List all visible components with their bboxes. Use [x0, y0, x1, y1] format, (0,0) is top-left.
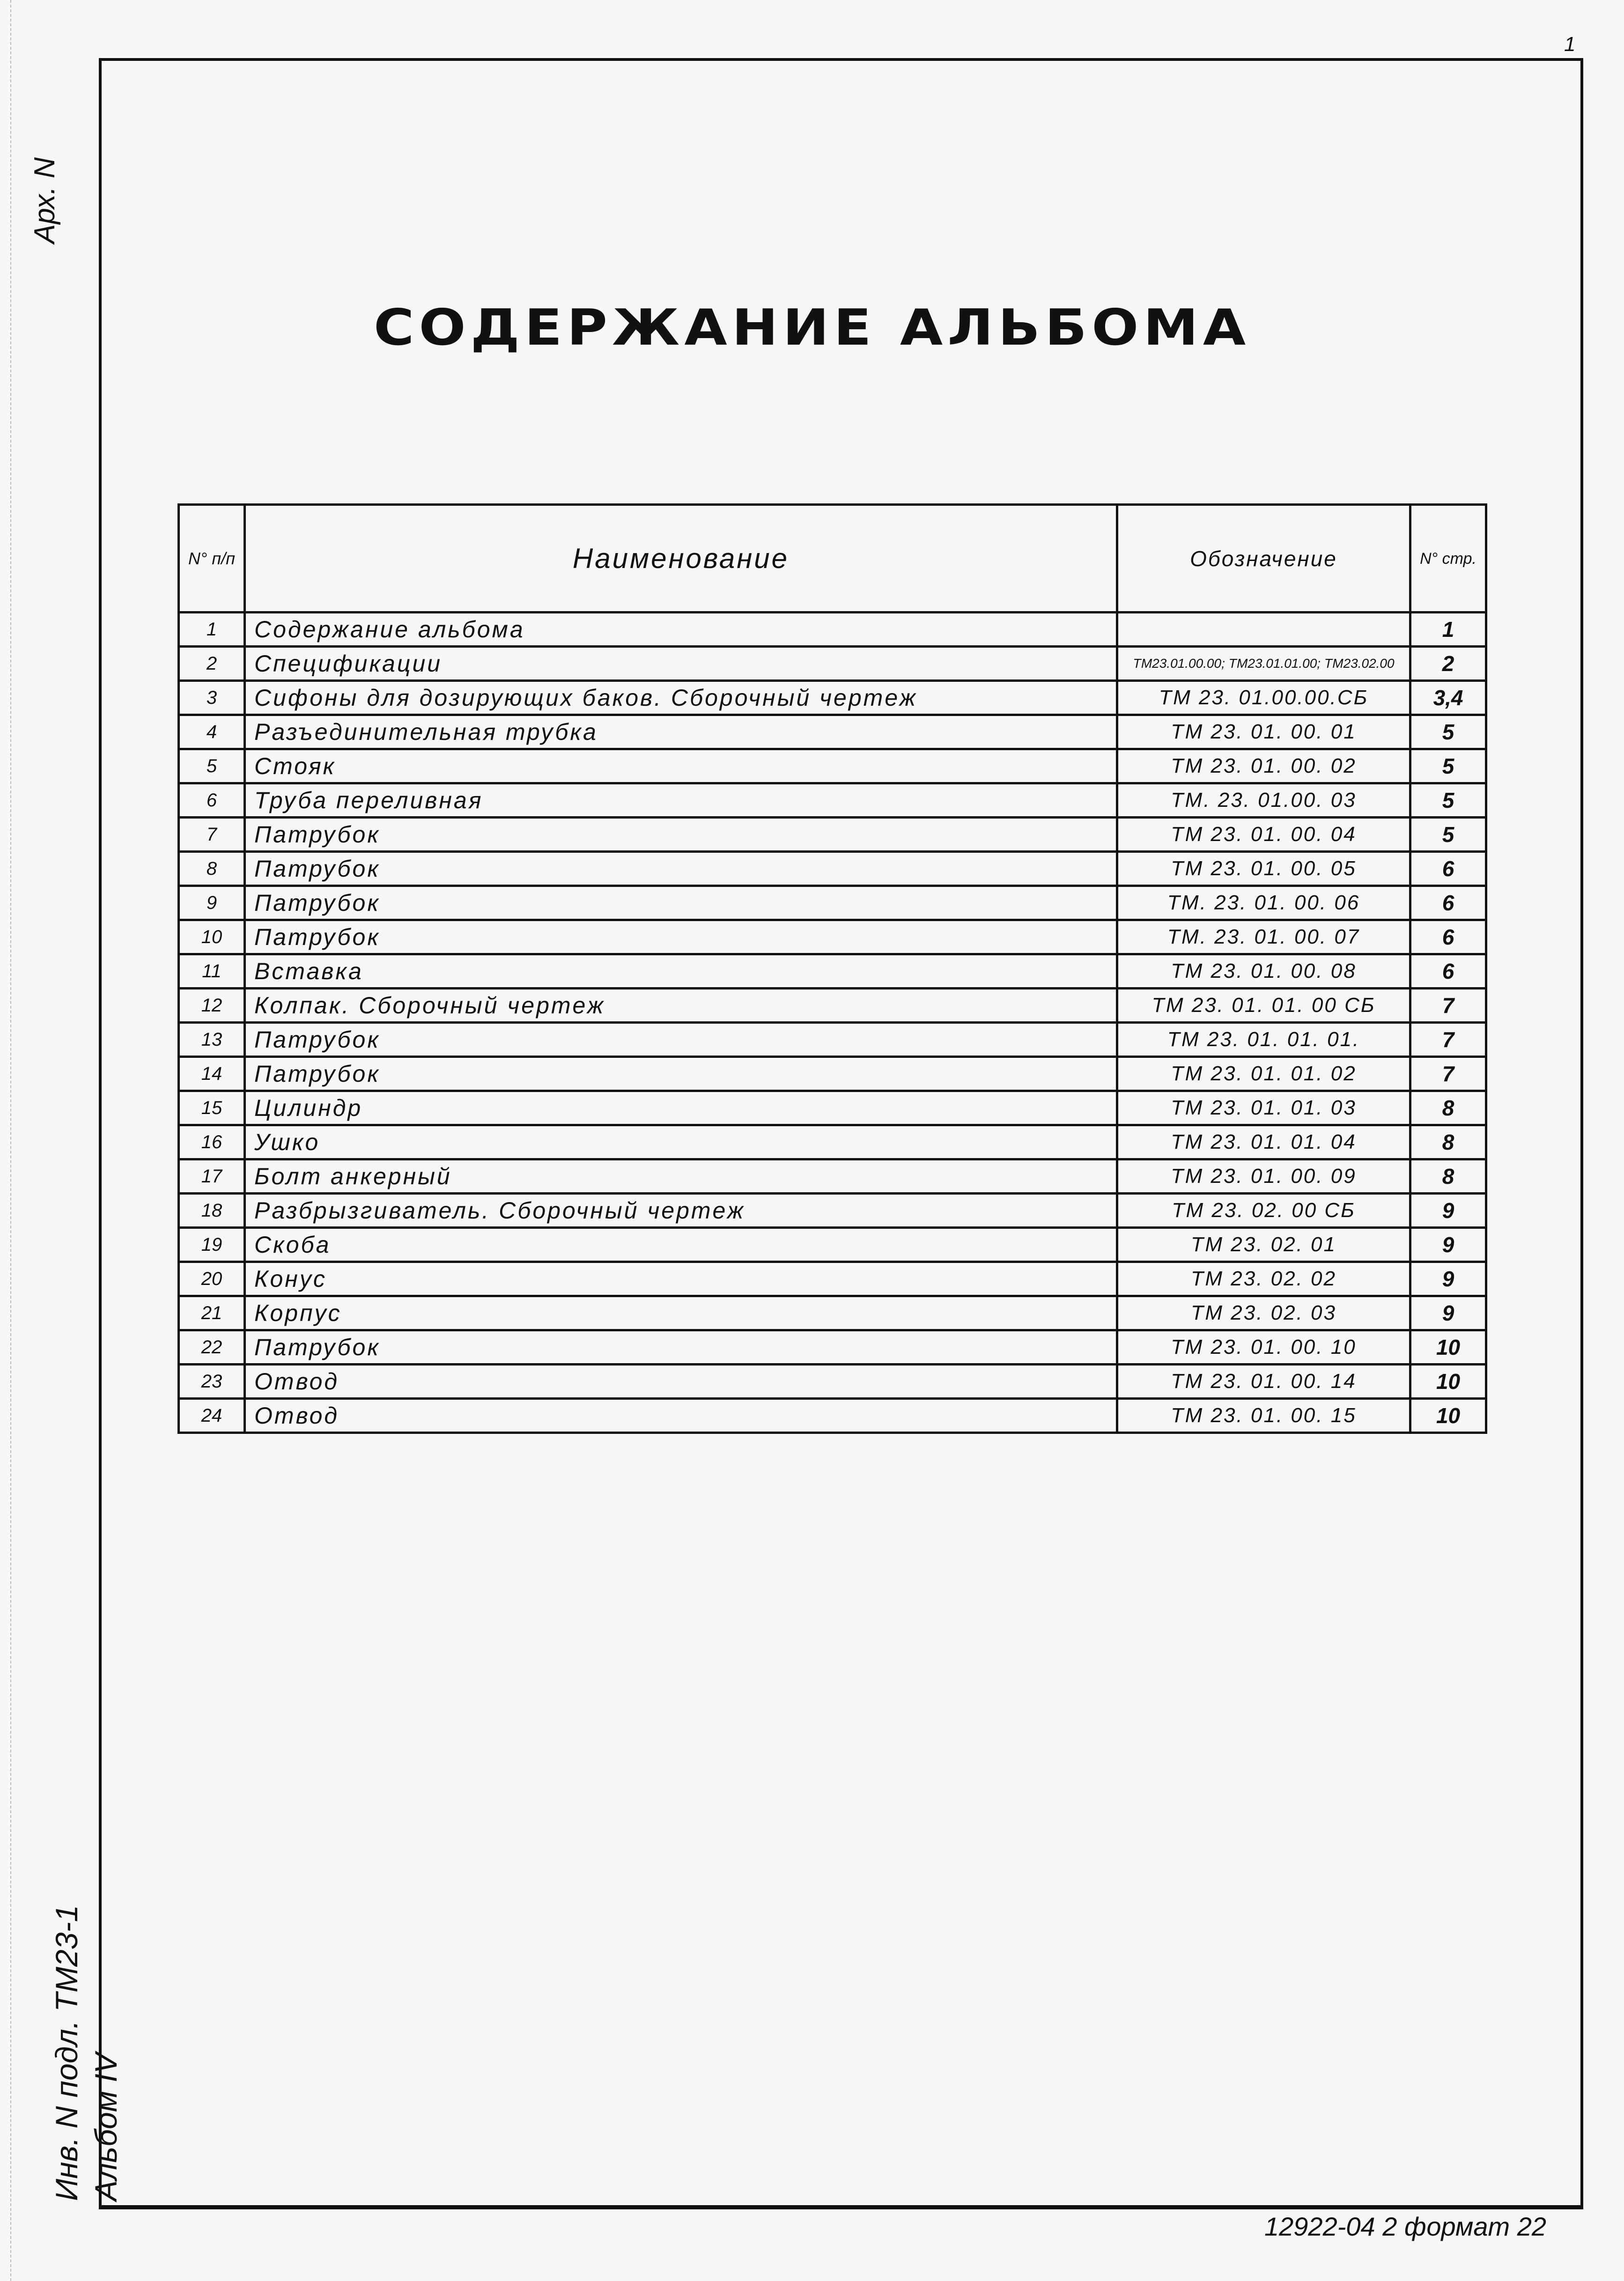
table-row — [179, 1365, 1486, 1399]
table-row — [179, 647, 1486, 681]
margin-notes — [47, 1905, 125, 2201]
row-designation: ТМ 23. 01. 00. 09 — [1117, 1159, 1410, 1194]
row-number: 4 — [179, 715, 245, 749]
row-name: Цилиндр — [245, 1091, 1117, 1125]
row-name: Вставка — [245, 954, 1117, 989]
format-stamp: 12922-04 2 формат 22 — [1264, 2212, 1547, 2241]
row-number: 19 — [179, 1228, 245, 1262]
row-number: 13 — [179, 1023, 245, 1057]
row-designation: ТМ 23. 01. 01. 04 — [1117, 1125, 1410, 1159]
row-page: 9 — [1410, 1296, 1486, 1330]
row-designation: ТМ 23. 01. 00. 05 — [1117, 852, 1410, 886]
row-name: Разбрызгиватель. Сборочный чертеж — [245, 1194, 1117, 1228]
row-name: Патрубок — [245, 818, 1117, 852]
row-designation: ТМ 23. 01. 01. 01. — [1117, 1023, 1410, 1057]
row-page: 5 — [1410, 818, 1486, 852]
header-name: Наименование — [245, 505, 1117, 613]
row-name: Отвод — [245, 1399, 1117, 1433]
table-row — [179, 1228, 1486, 1262]
row-page: 9 — [1410, 1262, 1486, 1296]
table-row — [179, 920, 1486, 954]
row-number: 12 — [179, 989, 245, 1023]
sheet-number: 1 — [1564, 33, 1576, 56]
row-name: Конус — [245, 1262, 1117, 1296]
table-row — [179, 783, 1486, 818]
row-number: 11 — [179, 954, 245, 989]
row-designation: ТМ 23. 01. 01. 00 СБ — [1117, 989, 1410, 1023]
row-designation: ТМ 23. 01. 01. 03 — [1117, 1091, 1410, 1125]
row-number: 23 — [179, 1365, 245, 1399]
row-name: Спецификации — [245, 647, 1117, 681]
row-name: Патрубок — [245, 1057, 1117, 1091]
table-row — [179, 1296, 1486, 1330]
row-designation: ТМ. 23. 01. 00. 07 — [1117, 920, 1410, 954]
row-number: 9 — [179, 886, 245, 920]
table-row — [179, 749, 1486, 783]
row-page: 2 — [1410, 647, 1486, 681]
row-page: 6 — [1410, 886, 1486, 920]
header-page: N° стр. — [1410, 505, 1486, 613]
table-row — [179, 852, 1486, 886]
header-num: N° п/п — [179, 505, 245, 613]
row-designation: ТМ 23. 01. 00. 14 — [1117, 1365, 1410, 1399]
table-row — [179, 1023, 1486, 1057]
archive-label: Арх. N — [29, 157, 61, 244]
row-number: 10 — [179, 920, 245, 954]
table-row — [179, 954, 1486, 989]
row-designation: ТМ 23. 01. 00. 01 — [1117, 715, 1410, 749]
table-row — [179, 613, 1486, 647]
row-page: 5 — [1410, 715, 1486, 749]
row-number: 18 — [179, 1194, 245, 1228]
row-designation: ТМ 23. 01. 00. 08 — [1117, 954, 1410, 989]
table-row — [179, 715, 1486, 749]
row-name: Патрубок — [245, 1330, 1117, 1365]
row-page: 6 — [1410, 954, 1486, 989]
row-designation: ТМ 23. 02. 03 — [1117, 1296, 1410, 1330]
row-name: Сифоны для дозирующих баков. Сборочный чертеж — [245, 681, 1117, 715]
row-page: 3,4 — [1410, 681, 1486, 715]
row-number: 1 — [179, 613, 245, 647]
row-number: 20 — [179, 1262, 245, 1296]
row-number: 5 — [179, 749, 245, 783]
row-designation: ТМ23.01.00.00; ТМ23.01.01.00; ТМ23.02.00 — [1117, 647, 1410, 681]
table-row — [179, 1091, 1486, 1125]
row-name: Скоба — [245, 1228, 1117, 1262]
album-label: Альбом IV — [89, 2053, 123, 2201]
table-row — [179, 681, 1486, 715]
row-page: 7 — [1410, 1023, 1486, 1057]
row-page: 9 — [1410, 1194, 1486, 1228]
row-page: 1 — [1410, 613, 1486, 647]
row-name: Корпус — [245, 1296, 1117, 1330]
header-designation: Обозначение — [1117, 505, 1410, 613]
row-number: 24 — [179, 1399, 245, 1433]
row-page: 5 — [1410, 783, 1486, 818]
table-header — [179, 505, 1486, 613]
row-page: 6 — [1410, 852, 1486, 886]
row-page: 8 — [1410, 1091, 1486, 1125]
row-page: 10 — [1410, 1399, 1486, 1433]
row-designation — [1117, 613, 1410, 647]
row-page: 6 — [1410, 920, 1486, 954]
row-designation: ТМ 23. 01. 00. 10 — [1117, 1330, 1410, 1365]
table-row — [179, 1262, 1486, 1296]
row-page: 9 — [1410, 1228, 1486, 1262]
row-page: 8 — [1410, 1125, 1486, 1159]
row-number: 16 — [179, 1125, 245, 1159]
row-name: Содержание альбома — [245, 613, 1117, 647]
row-number: 7 — [179, 818, 245, 852]
row-name: Патрубок — [245, 920, 1117, 954]
row-number: 2 — [179, 647, 245, 681]
row-name: Отвод — [245, 1365, 1117, 1399]
row-page: 10 — [1410, 1330, 1486, 1365]
row-name: Разъединительная трубка — [245, 715, 1117, 749]
row-page: 8 — [1410, 1159, 1486, 1194]
row-designation: ТМ 23. 01. 00. 15 — [1117, 1399, 1410, 1433]
row-name: Ушко — [245, 1125, 1117, 1159]
table-row — [179, 1194, 1486, 1228]
inventory-label: Инв. N подл. ТМ23-1 — [49, 1905, 84, 2201]
row-name: Труба переливная — [245, 783, 1117, 818]
row-page: 5 — [1410, 749, 1486, 783]
row-designation: ТМ 23. 01. 00. 04 — [1117, 818, 1410, 852]
contents-table — [177, 503, 1487, 1434]
row-name: Патрубок — [245, 886, 1117, 920]
row-page: 10 — [1410, 1365, 1486, 1399]
table-row — [179, 886, 1486, 920]
row-number: 6 — [179, 783, 245, 818]
row-page: 7 — [1410, 1057, 1486, 1091]
row-name: Стояк — [245, 749, 1117, 783]
row-page: 7 — [1410, 989, 1486, 1023]
row-designation: ТМ 23. 01.00.00.СБ — [1117, 681, 1410, 715]
row-designation: ТМ 23. 02. 01 — [1117, 1228, 1410, 1262]
row-designation: ТМ. 23. 01.00. 03 — [1117, 783, 1410, 818]
table-row — [179, 1159, 1486, 1194]
row-name: Патрубок — [245, 852, 1117, 886]
row-number: 22 — [179, 1330, 245, 1365]
row-number: 8 — [179, 852, 245, 886]
row-number: 17 — [179, 1159, 245, 1194]
row-number: 3 — [179, 681, 245, 715]
table-row — [179, 989, 1486, 1023]
row-designation: ТМ 23. 01. 01. 02 — [1117, 1057, 1410, 1091]
row-designation: ТМ 23. 01. 00. 02 — [1117, 749, 1410, 783]
row-designation: ТМ 23. 02. 00 СБ — [1117, 1194, 1410, 1228]
row-name: Колпак. Сборочный чертеж — [245, 989, 1117, 1023]
row-name: Патрубок — [245, 1023, 1117, 1057]
table-row — [179, 1057, 1486, 1091]
row-number: 15 — [179, 1091, 245, 1125]
row-designation: ТМ. 23. 01. 00. 06 — [1117, 886, 1410, 920]
row-number: 21 — [179, 1296, 245, 1330]
table-row — [179, 1399, 1486, 1433]
page-title: СОДЕРЖАНИЕ АЛЬБОМА — [373, 298, 1251, 357]
table-row — [179, 1125, 1486, 1159]
row-name: Болт анкерный — [245, 1159, 1117, 1194]
table-row — [179, 818, 1486, 852]
row-designation: ТМ 23. 02. 02 — [1117, 1262, 1410, 1296]
table-row — [179, 1330, 1486, 1365]
row-number: 14 — [179, 1057, 245, 1091]
